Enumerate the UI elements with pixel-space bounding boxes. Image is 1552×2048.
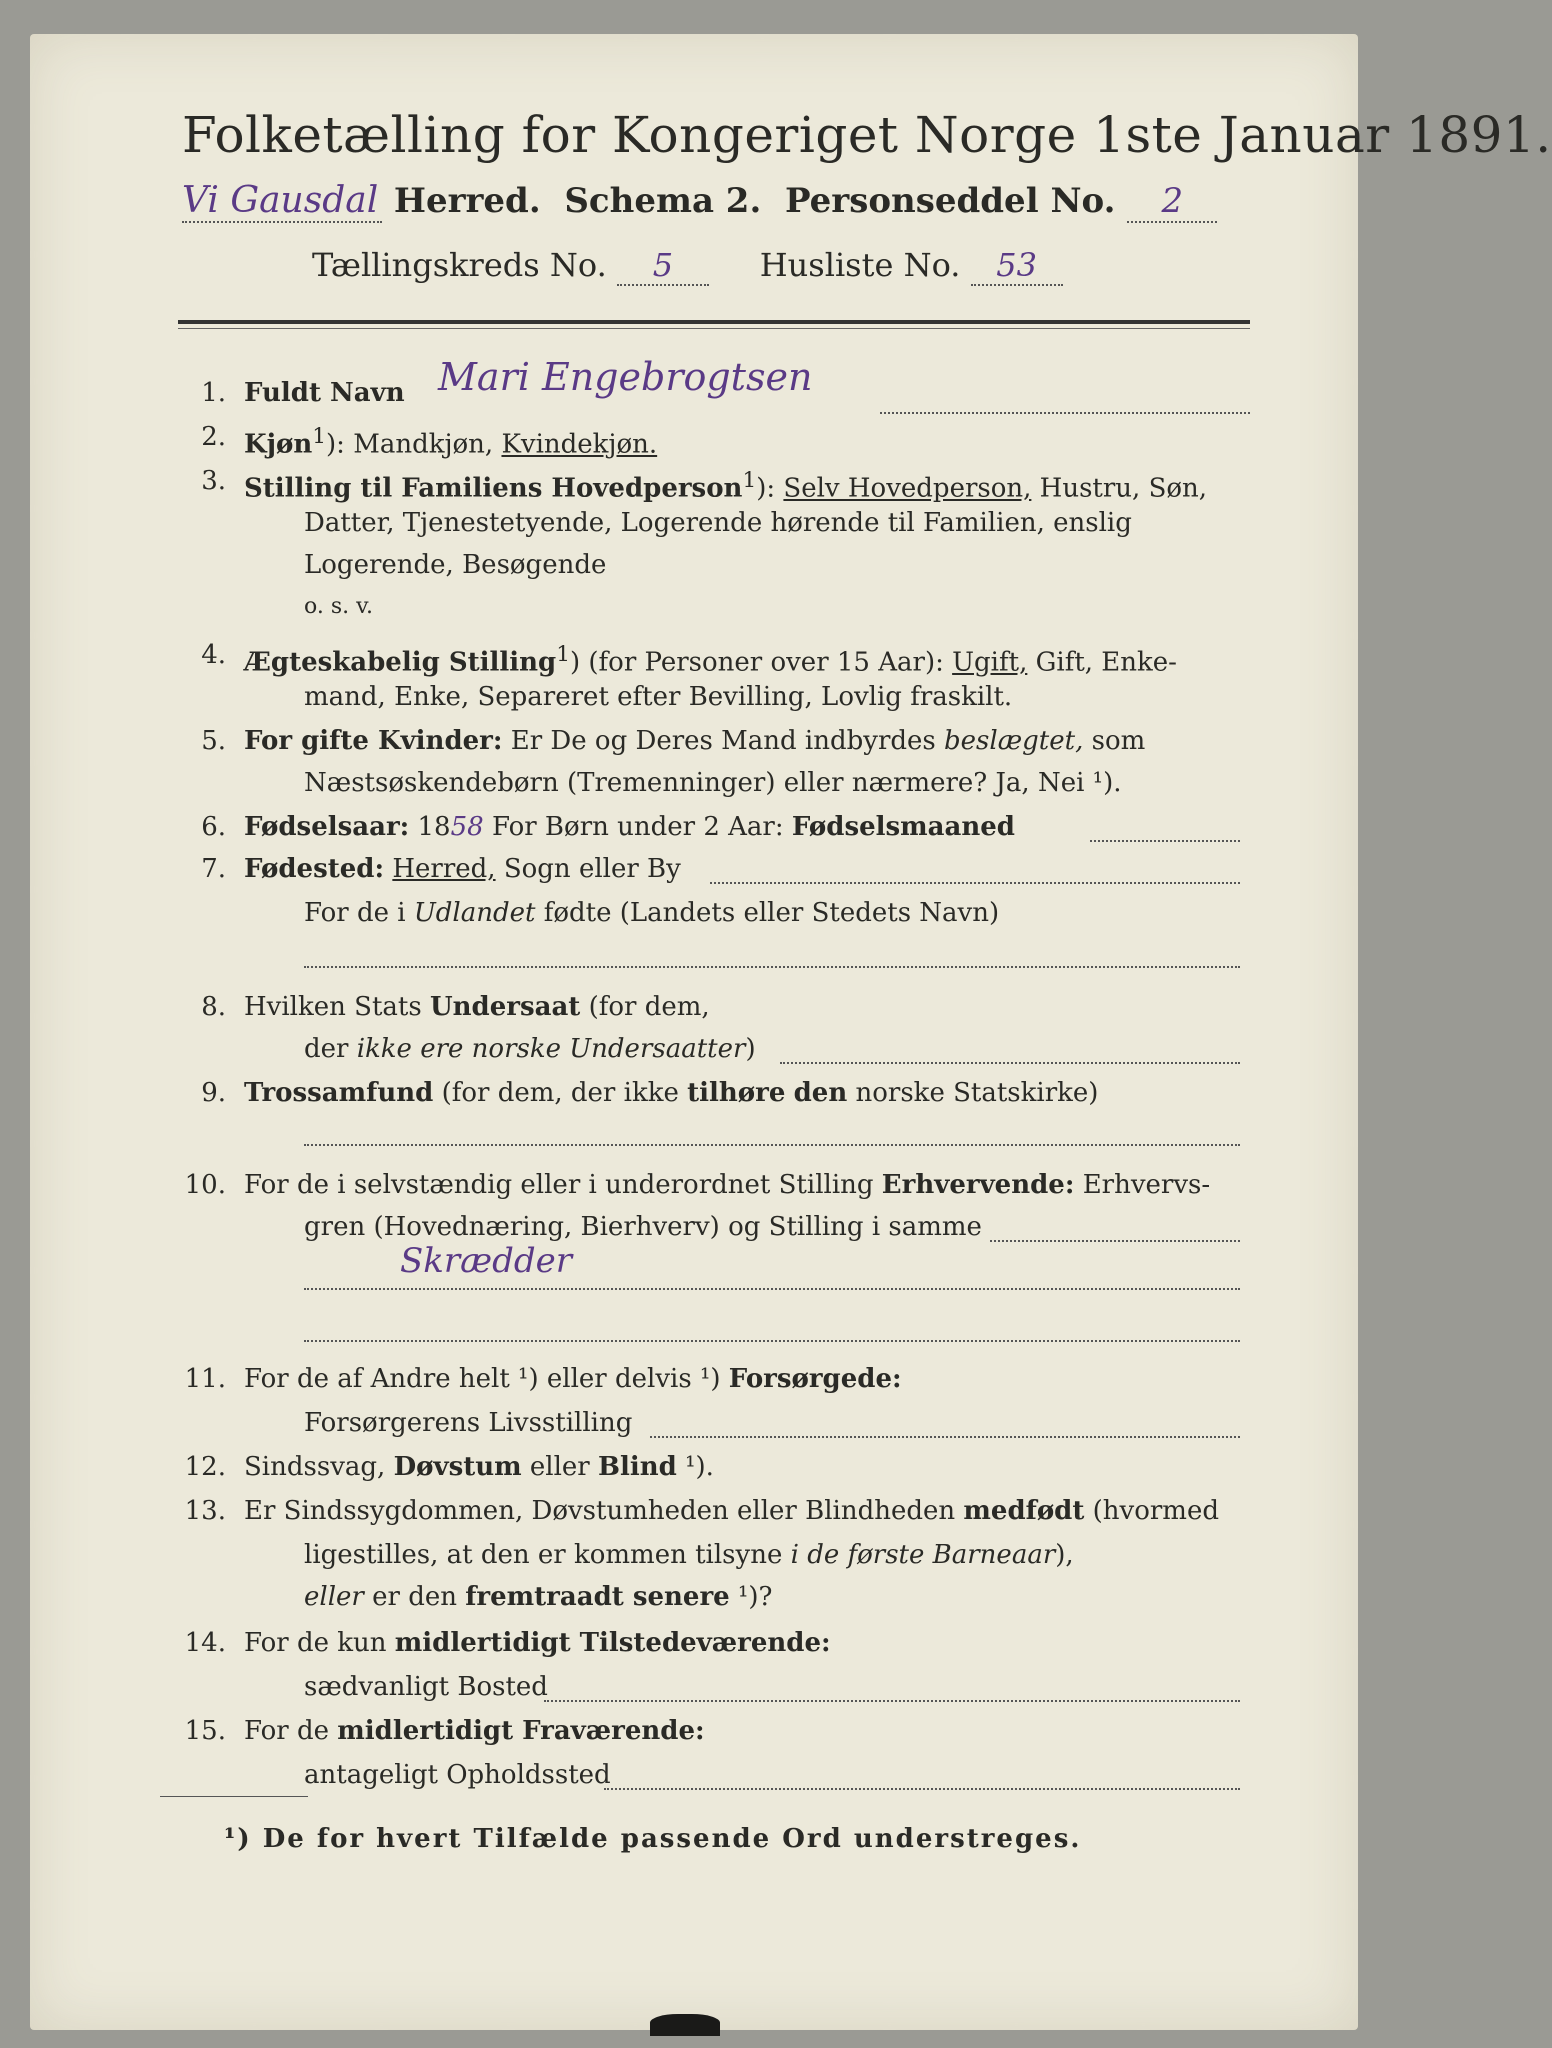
item-15-row [244,1716,705,1746]
item-13-line2b: ), [1055,1540,1074,1570]
item-10-fill-line-2 [304,1288,1240,1290]
item-10-handwritten-occupation: Skrædder [400,1241,573,1281]
item-10-line2: gren (Hovednæring, Bierhverv) og Stilling i samme [304,1212,982,1242]
item-6-label: Fødselsaar: [244,812,410,842]
kreds-label: Tællingskreds No. [312,246,607,284]
item-9-t2 [785,1078,793,1108]
torn-edge-mark [650,2014,720,2036]
item-2-text: ): Mandkjøn, [326,429,502,460]
item-3-line2: Datter, Tjenestetyende, Logerende hørende til Familien, enslig [304,508,1132,538]
item-8-line2b: ) [745,1034,756,1064]
item-7-line2b: fødte (Landets eller Stedets Navn) [535,898,1000,928]
item-15-bold: midlertidigt Fraværende: [337,1716,705,1746]
item-10-row [244,1170,1210,1200]
item-13-line2i: i de første Barneaar [790,1540,1056,1570]
item-13-bold: medfødt [963,1496,1085,1526]
item-7-fill-line-2 [304,966,1240,968]
item-11-row [244,1364,902,1394]
item-1-number: 1. [201,378,226,408]
item-7-text1: Sogn eller By [495,854,681,884]
item-7-line2 [304,898,999,928]
item-3-number: 3. [201,466,226,496]
item-13-number: 13. [184,1496,226,1526]
item-2-number: 2. [201,422,226,452]
item-7-line2a: For de i [304,898,414,928]
item-7-line2i: Udlandet [413,898,536,928]
item-14-row [244,1628,831,1658]
item-6-handwritten-year: 58 [450,812,484,842]
item-13-line3a: er den [363,1582,466,1612]
footnote-rule [160,1796,308,1797]
item-13-line3c: ¹)? [729,1582,773,1612]
item-1-fill-line [880,412,1250,414]
item-15-text1: For de [244,1716,338,1746]
item-12-text1: Sindssvag, [244,1452,394,1482]
item-3-line4: o. s. v. [304,594,373,619]
herred-handwritten: Vi Gausdal [182,180,382,223]
item-11-text1: For de af Andre helt ¹) eller delvis ¹) [244,1364,729,1394]
item-7-fill-line [710,882,1240,884]
item-10-fill-line [990,1240,1240,1242]
item-5-row [244,726,1145,756]
item-5-number: 5. [201,726,226,756]
item-14-bold: midlertidigt Tilstedeværende: [394,1628,831,1658]
item-3-label: Stilling til Familiens Hovedperson [244,473,743,504]
item-8-row [244,992,710,1022]
item-11-fill-line [650,1436,1240,1438]
item-6-number: 6. [201,812,226,842]
item-11-bold: Forsørgede: [728,1364,902,1394]
item-7-label: Fødested: [244,854,385,884]
item-8-line2i: ikke ere norske Undersaatter [356,1034,746,1064]
kreds-handwritten: 5 [617,246,709,286]
item-5-italic: beslægtet, [944,726,1084,756]
item-13-text1: Er Sindssygdommen, Døvstumheden eller Blindheden [244,1496,964,1526]
header-line-1 [182,180,1217,223]
item-5-line2: Næstsøskendebørn (Tremenninger) eller nærmere? Ja, Nei ¹). [304,768,1122,798]
item-4-text1: ) (for Personer over 15 Aar): [569,647,953,678]
item-4-text2: Gift, Enke- [1027,647,1177,678]
item-8-fill-line [780,1062,1240,1064]
item-7-underlined: Herred, [392,854,496,884]
item-6-row [244,812,1015,842]
item-13-line3i: eller [304,1582,364,1612]
item-9-label: Trossamfund [244,1078,434,1108]
item-2-label: Kjøn [244,429,313,460]
personseddel-handwritten: 2 [1127,181,1217,223]
item-4-row [244,640,1177,678]
item-10-bold: Erhvervende: [881,1170,1075,1200]
item-9-number: 9. [201,1078,226,1108]
form-title: Folketælling for Kongeriget Norge 1ste Januar 1891. [182,106,1552,164]
item-9-fill-line [304,1144,1240,1146]
item-10-fill-line-3 [304,1340,1240,1342]
schema-label: Schema 2. [564,181,762,221]
item-13-line3 [304,1582,772,1612]
item-9-row [244,1078,1098,1108]
item-3-text2: Hustru, Søn, [1031,473,1208,504]
item-2-sup: 1 [312,424,327,449]
item-12-row [244,1452,714,1482]
item-12-number: 12. [184,1452,226,1482]
husliste-handwritten: 53 [971,246,1063,286]
item-13-line2a: ligestilles, at den er kommen tilsyne [304,1540,791,1570]
item-12-text2: eller [521,1452,599,1482]
item-14-text1: For de kun [244,1628,395,1658]
item-13-text2: (hvormed [1084,1496,1219,1526]
item-14-line2: sædvanligt Bosted [304,1672,548,1702]
item-7-row [244,854,681,884]
item-4-underlined: Ugift, [952,647,1028,678]
item-3-row [244,466,1207,504]
item-7-number: 7. [201,854,226,884]
footnote: ¹) De for hvert Tilfælde passende Ord understreges. [224,1824,1082,1854]
census-form-page [30,34,1552,2030]
item-4-label: Ægteskabelig Stilling [244,647,557,678]
item-8-label: Hvilken Stats [244,992,430,1022]
item-9-bold1: tilhøre [687,1078,786,1108]
husliste-label: Husliste No. [759,246,961,284]
item-3-sup: 1 [742,468,757,493]
item-6-text2: For Børn under 2 Aar: [483,812,792,842]
item-15-fill-line [604,1788,1240,1790]
item-8-line2a: der [304,1034,357,1064]
item-6-fill-line [1090,840,1240,842]
header-line-2 [312,246,1063,286]
item-10-text2: Erhvervs- [1074,1170,1211,1200]
item-10-text1: For de i selvstændig eller i underordnet Stilling [244,1170,882,1200]
item-13-line2 [304,1540,1074,1570]
item-8-line2 [304,1034,756,1064]
header-rule-thin [178,328,1250,329]
item-12-bold2: Blind [598,1452,677,1482]
item-11-number: 11. [184,1364,226,1394]
item-8-text1: (for dem, [580,992,710,1022]
item-4-sup: 1 [556,642,570,667]
item-4-line2: mand, Enke, Separeret efter Bevilling, Lovlig fraskilt. [304,682,1013,712]
item-3-underlined: Selv Hovedperson, [783,473,1032,504]
item-8-bold: Undersaat [429,992,581,1022]
item-4-number: 4. [201,640,226,670]
item-1-label: Fuldt Navn [244,378,405,408]
item-9-t3: norske Statskirke) [847,1078,1099,1108]
item-1-handwritten-name: Mari Engebrogtsen [438,355,813,399]
item-5-label: For gifte Kvinder: [244,726,503,756]
item-3-line3: Logerende, Besøgende [304,550,607,580]
item-9-text1: (for dem, der ikke [433,1078,688,1108]
item-13-line3b: fremtraadt senere [465,1582,730,1612]
header-rule [178,320,1250,324]
item-15-line2: antageligt Opholdssted [304,1760,611,1790]
item-6-text1: 18 [409,812,451,842]
item-5-text1: Er De og Deres Mand indbyrdes [502,726,945,756]
item-15-number: 15. [184,1716,226,1746]
item-2-row [244,422,657,460]
item-2-underlined: Kvindekjøn. [501,429,658,460]
personseddel-label: Personseddel No. [785,181,1116,221]
item-5-text2: som [1083,726,1146,756]
item-14-fill-line [544,1700,1240,1702]
item-6-bold2: Fødselsmaaned [791,812,1015,842]
item-12-text3: ¹). [676,1452,714,1482]
item-8-number: 8. [201,992,226,1022]
item-12-bold1: Døvstum [393,1452,522,1482]
item-14-number: 14. [184,1628,226,1658]
item-13-row [244,1496,1219,1526]
item-11-line2: Forsørgerens Livsstilling [304,1408,633,1438]
item-3-text1: ): [756,473,784,504]
herred-label: Herred. [393,181,541,221]
item-9-bold2: den [793,1078,848,1108]
item-10-number: 10. [184,1170,226,1200]
